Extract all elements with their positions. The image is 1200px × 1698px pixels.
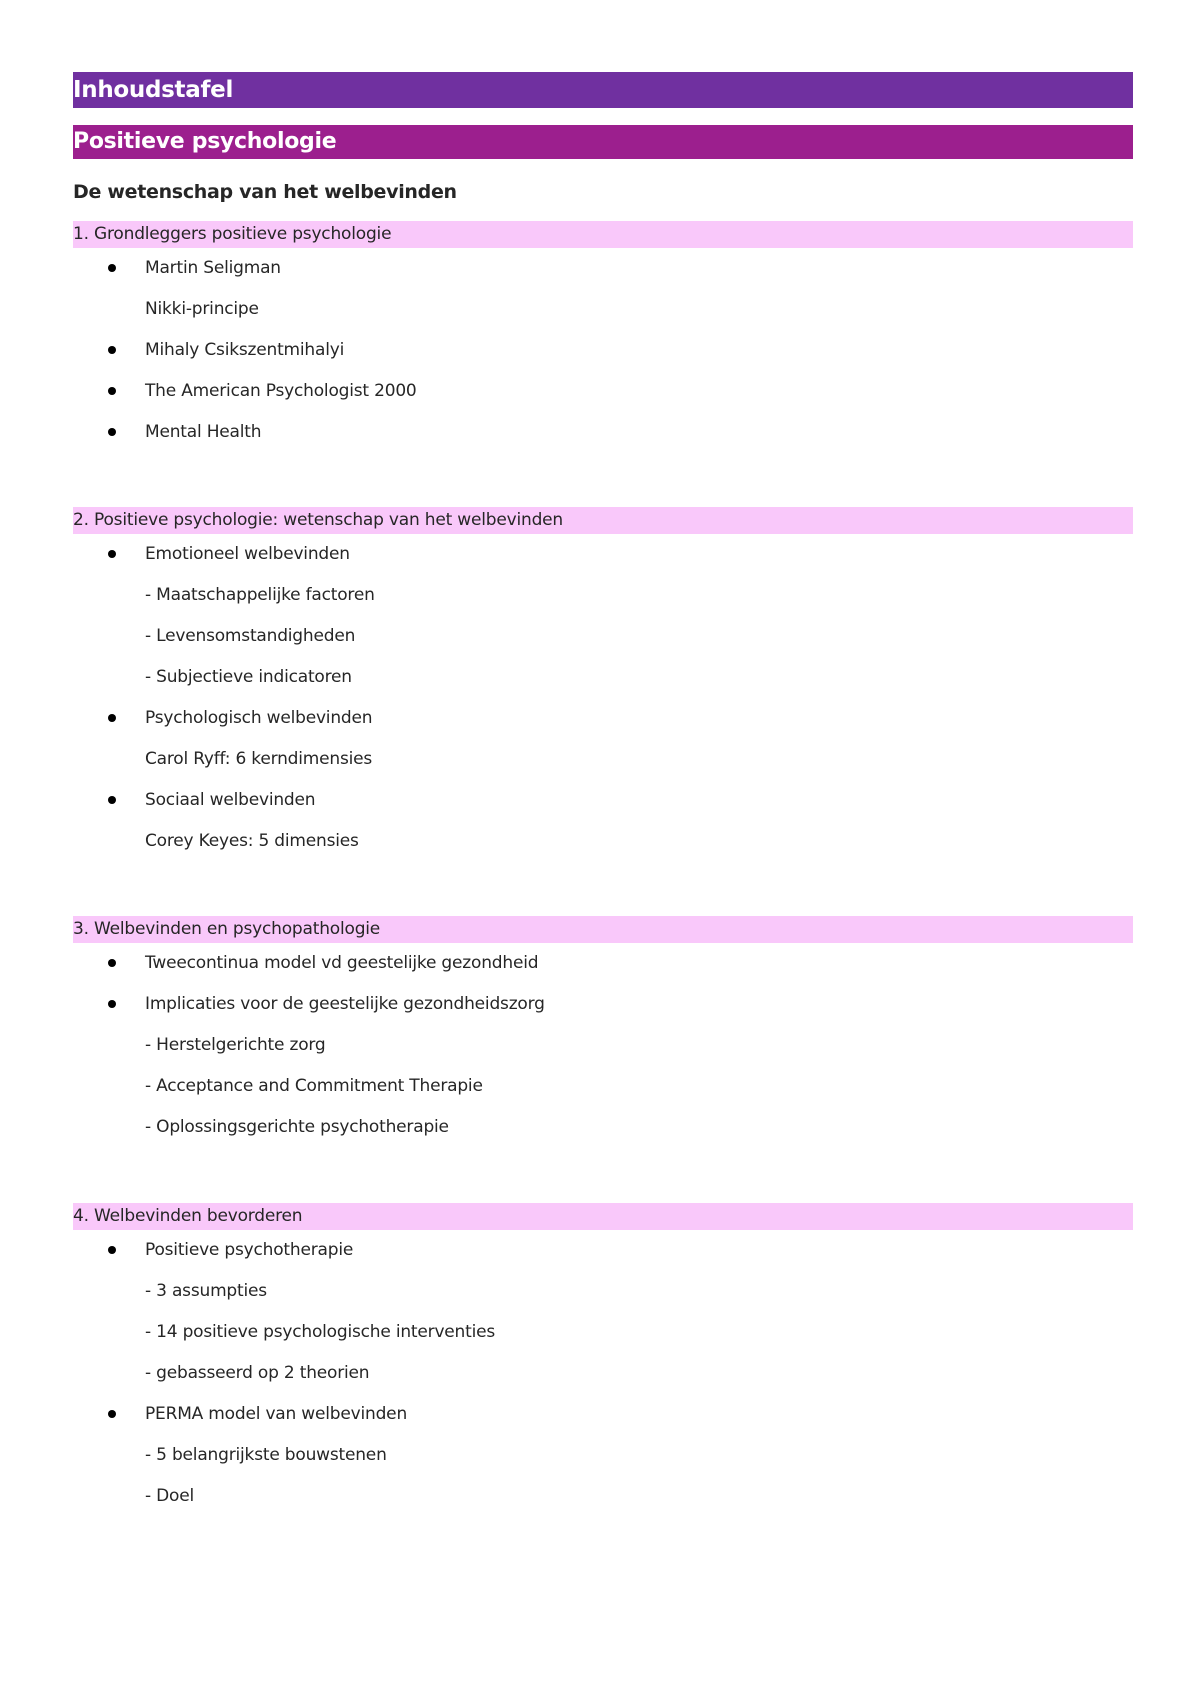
section-heading-1: 1. Grondleggers positieve psychologie — [73, 221, 1133, 248]
list-item: - Levensomstandigheden — [145, 626, 356, 646]
list-item: - Herstelgerichte zorg — [145, 1035, 326, 1055]
bullet-icon — [108, 428, 116, 436]
page-title: Inhoudstafel — [73, 72, 1133, 108]
list-item: - gebasseerd op 2 theorien — [145, 1363, 370, 1383]
list-item: Tweecontinua model vd geestelijke gezondheid — [145, 953, 539, 973]
bullet-icon — [108, 1410, 116, 1418]
list-item: - Subjectieve indicatoren — [145, 667, 352, 687]
bullet-icon — [108, 264, 116, 272]
list-item: Nikki-principe — [145, 299, 259, 319]
list-item: The American Psychologist 2000 — [145, 381, 417, 401]
list-item: Positieve psychotherapie — [145, 1240, 354, 1260]
bullet-icon — [108, 959, 116, 967]
list-item: Sociaal welbevinden — [145, 790, 316, 810]
bullet-icon — [108, 796, 116, 804]
list-item: Mental Health — [145, 422, 262, 442]
bullet-icon — [108, 1000, 116, 1008]
bullet-icon — [108, 346, 116, 354]
bullet-icon — [108, 714, 116, 722]
section-heading-3: 3. Welbevinden en psychopathologie — [73, 916, 1133, 943]
section-heading-2: 2. Positieve psychologie: wetenschap van het welbevinden — [73, 507, 1133, 534]
chapter-heading: Positieve psychologie — [73, 125, 1133, 159]
list-item: Psychologisch welbevinden — [145, 708, 373, 728]
list-item: Mihaly Csikszentmihalyi — [145, 340, 345, 360]
list-item: PERMA model van welbevinden — [145, 1404, 408, 1424]
list-item: - 5 belangrijkste bouwstenen — [145, 1445, 387, 1465]
bullet-icon — [108, 387, 116, 395]
list-item: - Oplossingsgerichte psychotherapie — [145, 1117, 449, 1137]
list-item: - 3 assumpties — [145, 1281, 267, 1301]
list-item: Martin Seligman — [145, 258, 281, 278]
list-item: - Doel — [145, 1486, 195, 1506]
list-item: Emotioneel welbevinden — [145, 544, 350, 564]
bullet-icon — [108, 1246, 116, 1254]
section-subtitle: De wetenschap van het welbevinden — [73, 181, 457, 203]
list-item: Carol Ryff: 6 kerndimensies — [145, 749, 373, 769]
list-item: Implicaties voor de geestelijke gezondheidszorg — [145, 994, 545, 1014]
list-item: - Maatschappelijke factoren — [145, 585, 375, 605]
section-heading-4: 4. Welbevinden bevorderen — [73, 1203, 1133, 1230]
list-item: - 14 positieve psychologische interventies — [145, 1322, 496, 1342]
bullet-icon — [108, 550, 116, 558]
list-item: - Acceptance and Commitment Therapie — [145, 1076, 483, 1096]
list-item: Corey Keyes: 5 dimensies — [145, 831, 359, 851]
